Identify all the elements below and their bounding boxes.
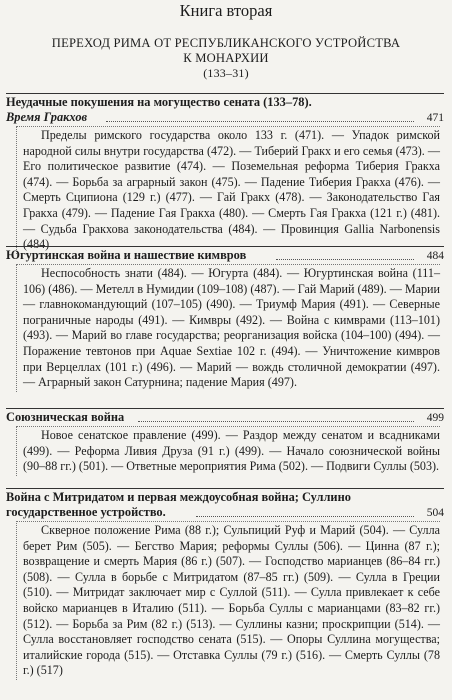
section-heading (6, 490, 444, 521)
part-dates: (133–31) (203, 66, 249, 80)
part-title-line2: К МОНАРХИИ (183, 51, 269, 65)
page-number: 484 (426, 250, 444, 262)
section-social-war (6, 410, 444, 476)
divider (6, 246, 444, 247)
dot-leader (276, 259, 414, 260)
page-number: 471 (426, 112, 444, 124)
divider (6, 93, 444, 94)
section-title-cont: государственное устройство. (6, 505, 166, 519)
section-contents: Пределы римского государства около 133 г. (471). — Упадок римской народной силы внутри государства (472). — Тиберий Гракх и его семья (473). — Его политическое развитие (474). — Поземельная реформа Тиберия Гракха (474). — Борьба за аграрный закон (475). — Падение Тиберия Гракха (476). — Смерть Сципиона (129 г.) (477). — Гай Гракх (478). — Законодательство Гая Гракха (479). — Падение Гая Гракха (480). — Смерть Гая Гракха (121 г.) (481). — Судьба Гракхова законодательства (484). — Провинция Gallia Narbonensis (484) (16, 126, 440, 254)
divider (6, 488, 444, 489)
divider (6, 408, 444, 409)
section-jugurthine-war (6, 248, 444, 392)
section-heading (6, 95, 444, 126)
book-title: Книга вторая (179, 1, 273, 20)
section-gracchi (6, 95, 444, 254)
section-title: Союзническая война (6, 410, 125, 424)
dot-leader (196, 516, 414, 517)
section-heading (6, 410, 444, 426)
section-title: Неудачные покушения на могущество сената (133–78). (6, 95, 312, 109)
section-subtitle: Время Гракхов (6, 110, 88, 124)
section-contents: Неспособность знати (484). — Югурта (484). — Югуртинская война (111–106) (486). — Метелл в Нумидии (109–108) (487). — Гай Марий (489). — Марии — главнокомандующий (107–105) (490). — Триумф Мария (491). — Северные пограничные народы (491). — Кимвры (492). — Война с кимврами (113–101) (493). — Марий во главе государства; реорганизация войска (104–100) (494). — Поражение тевтонов при Aquae Sextiae 102 г. (494). — Уничтожение кимвров при Верцеллах (101 г.) (496). — Марий — вождь столичной демократии (497). — Аграрный закон Сатурнина; падение Мария (497). (16, 264, 440, 392)
section-mithridatic-war (6, 490, 444, 680)
part-title-line1: ПЕРЕХОД РИМА ОТ РЕСПУБЛИКАНСКОГО УСТРОЙСТВА (51, 36, 401, 50)
section-contents: Новое сенатское правление (499). — Раздор между сенатом и всадниками (499). — Реформа Ливия Друза (91 г.) (499). — Начало союзнической войны (90–88 гг.) (501). — Ответные мероприятия Рима (502). — Подвиги Суллы (503). (16, 426, 440, 476)
part-title (20, 36, 432, 81)
section-title: Югуртинская война и нашествие кимвров (6, 248, 247, 262)
page-number: 504 (426, 507, 444, 519)
section-title: Война с Митридатом и первая междоусобная война; Суллино (6, 490, 351, 504)
dot-leader (138, 421, 414, 422)
section-heading (6, 248, 444, 264)
dot-leader (106, 121, 414, 122)
section-contents: Скверное положение Рима (88 г.); Сульпиций Руф и Марий (504). — Сулла берет Рим (505). — Бегство Мария; реформы Суллы (506). — Цинна (87 г.); возвращение и смерть Мария (86 г.) (507). — Господство марианцев (86–84 гг.) (508). — Сулла в борьбе с Митридатом (87–85 гг.) (509). — Сулла в Греции (510). — Митридат заключает мир с Суллой (511). — Сулла привлекает к себе войско марианцев в Италию (511). — Борьба Суллы с марианцами (83–82 гг.) (512). — Борьба за Рим (82 г.) (513). — Суллины казни; проскрипции (514). — Сулла восстановляет господство сената (515). — Опоры Суллина могущества; италийские города (515). — Отставка Суллы (79 г.) (516). — Смерть Суллы (78 г.) (517) (16, 521, 440, 680)
page-number: 499 (426, 412, 444, 424)
